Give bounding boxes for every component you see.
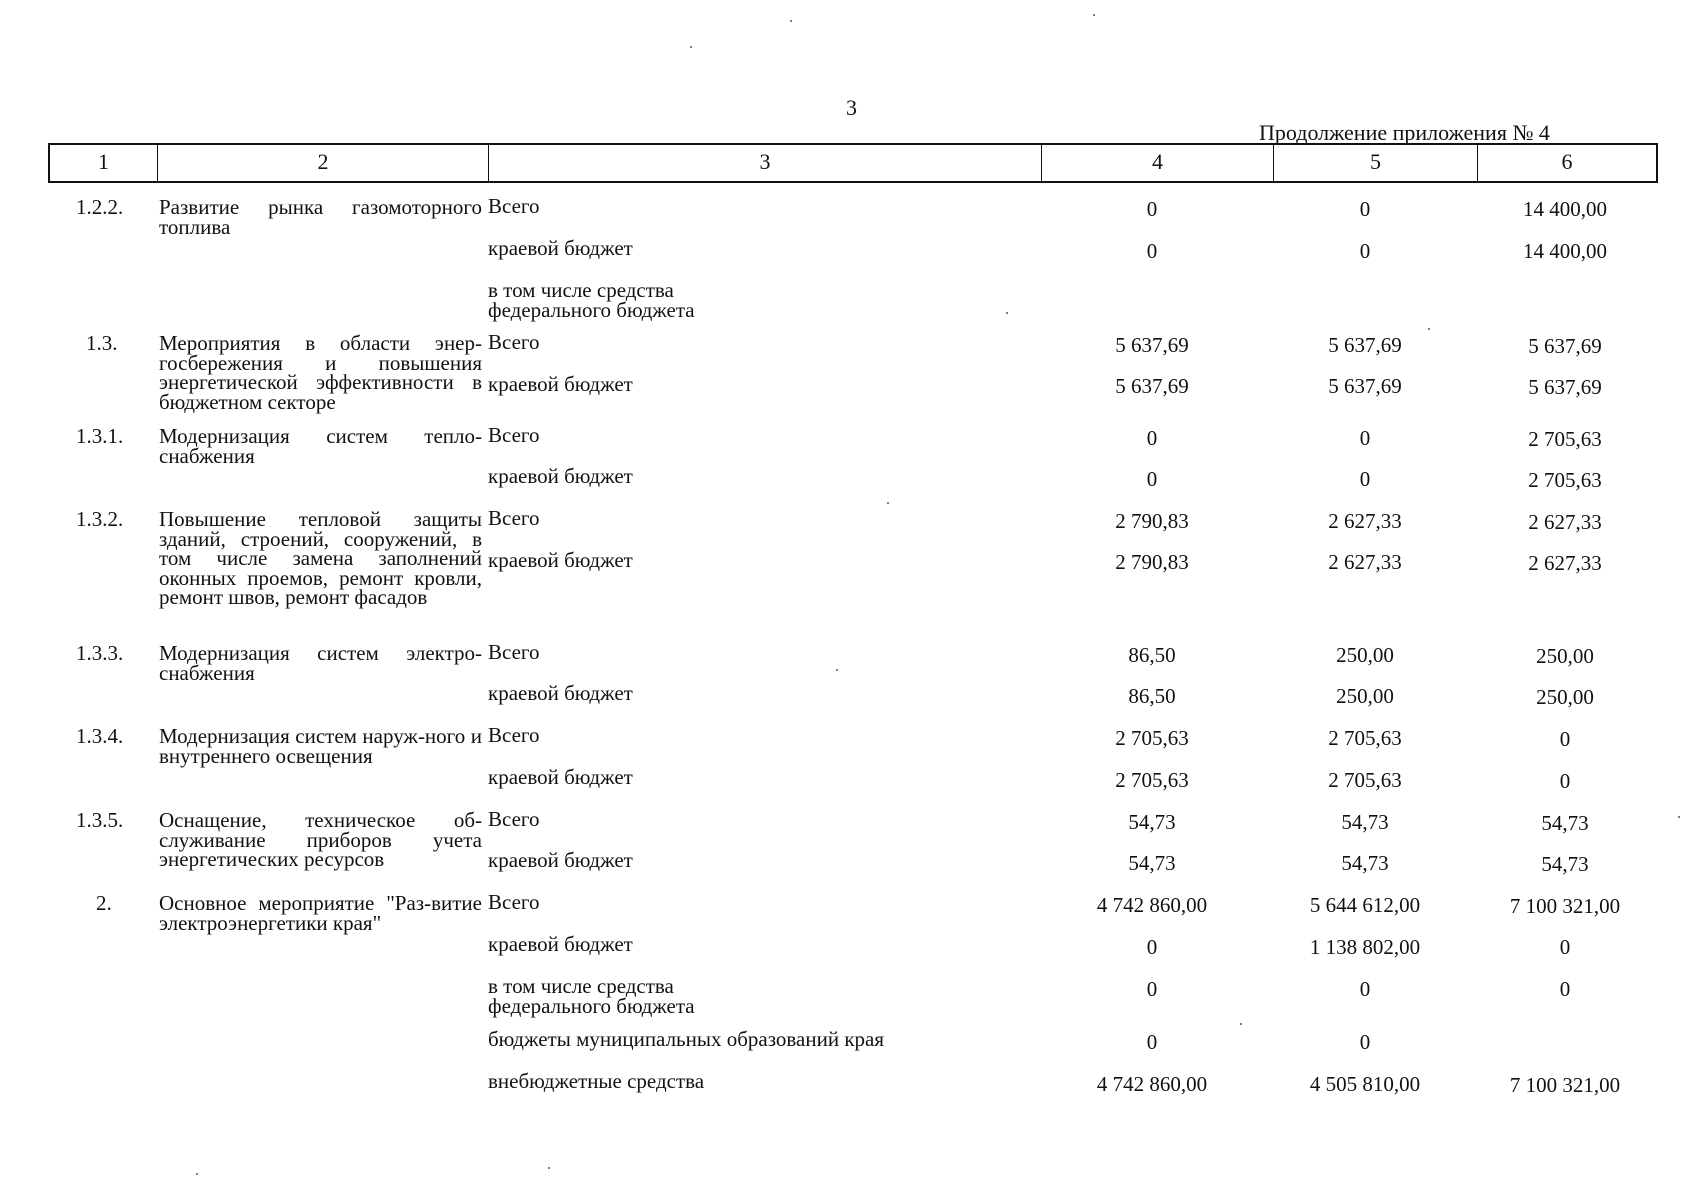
- value-col-5: 250,00: [1336, 684, 1394, 708]
- value-col-4: 2 790,83: [1115, 550, 1189, 574]
- value-col-5: 0: [1359, 426, 1371, 450]
- value-col-5: 2 627,33: [1328, 550, 1402, 574]
- scan-speck: [887, 502, 889, 504]
- source-label: краевой бюджет: [488, 548, 633, 572]
- row-number: 1.3.2.: [76, 507, 124, 531]
- header-col-5: 5: [1274, 145, 1478, 181]
- value-col-5: 1 138 802,00: [1309, 935, 1421, 959]
- row-number: 1.3.3.: [76, 641, 124, 665]
- value-col-5: 5 637,69: [1328, 374, 1402, 398]
- value-col-6: 54,73: [1541, 811, 1589, 835]
- value-col-5: 5 644 612,00: [1309, 893, 1421, 917]
- value-col-6: 0: [1559, 935, 1571, 959]
- source-label: Всего: [488, 194, 540, 218]
- value-col-6: 7 100 321,00: [1509, 1073, 1621, 1097]
- source-label: внебюджетные средства: [488, 1069, 705, 1093]
- value-col-5: 2 627,33: [1328, 509, 1402, 533]
- source-label: бюджеты муниципальных образований края: [488, 1027, 885, 1051]
- scan-speck: [1428, 328, 1430, 330]
- value-col-6: 0: [1559, 769, 1571, 793]
- scan-speck: [836, 669, 838, 671]
- source-label: краевой бюджет: [488, 765, 633, 789]
- header-col-6: 6: [1561, 149, 1573, 174]
- source-label: Всего: [488, 723, 540, 747]
- value-col-5: 250,00: [1336, 643, 1394, 667]
- scan-speck: [1093, 14, 1095, 16]
- value-col-5: 5 637,69: [1328, 333, 1402, 357]
- value-col-5: 0: [1359, 197, 1371, 221]
- scan-speck: [1006, 312, 1008, 314]
- source-label: Всего: [488, 890, 540, 914]
- source-label: Всего: [488, 330, 540, 354]
- scan-speck: [790, 20, 792, 22]
- source-label: Всего: [488, 640, 540, 664]
- value-col-6: 7 100 321,00: [1509, 894, 1621, 918]
- row-description: Модернизация систем тепло-снабжения: [159, 424, 482, 468]
- value-col-6: 2 627,33: [1528, 510, 1602, 534]
- source-label: краевой бюджет: [488, 848, 633, 872]
- row-number: 1.2.2.: [76, 195, 124, 219]
- value-col-5: 0: [1359, 239, 1371, 263]
- value-col-6: 0: [1559, 727, 1571, 751]
- value-col-4: 0: [1146, 1030, 1158, 1054]
- scan-speck: [196, 1173, 198, 1175]
- value-col-4: 0: [1146, 977, 1158, 1001]
- value-col-4: 4 742 860,00: [1096, 893, 1208, 917]
- value-col-4: 0: [1146, 426, 1158, 450]
- value-col-4: 5 637,69: [1115, 374, 1189, 398]
- value-col-6: 54,73: [1541, 852, 1589, 876]
- source-label: Всего: [488, 423, 540, 447]
- value-col-6: 2 705,63: [1528, 468, 1602, 492]
- value-col-4: 54,73: [1128, 810, 1176, 834]
- header-col-4: 4: [1042, 145, 1274, 181]
- value-col-4: 2 790,83: [1115, 509, 1189, 533]
- value-col-5: 4 505 810,00: [1309, 1072, 1421, 1096]
- row-number: 1.3.: [86, 331, 118, 355]
- source-label: краевой бюджет: [488, 236, 633, 260]
- scan-speck: [1678, 816, 1680, 818]
- row-description: Мероприятия в области энер-госбережения и повышения энергетической эффективности в бюджетном секторе: [159, 331, 482, 414]
- source-label: в том числе средства федерального бюджета: [488, 278, 695, 322]
- source-label: краевой бюджет: [488, 681, 633, 705]
- row-description: Модернизация систем наруж-ного и внутреннего освещения: [159, 724, 482, 768]
- value-col-6: 5 637,69: [1528, 334, 1602, 358]
- value-col-5: 0: [1359, 1030, 1371, 1054]
- value-col-4: 86,50: [1128, 643, 1176, 667]
- row-number: 1.3.1.: [76, 424, 124, 448]
- value-col-5: 0: [1359, 977, 1371, 1001]
- table-header: [48, 143, 1658, 183]
- scan-speck: [1240, 1023, 1242, 1025]
- source-label: краевой бюджет: [488, 464, 633, 488]
- source-label: Всего: [488, 807, 540, 831]
- value-col-4: 2 705,63: [1115, 768, 1189, 792]
- value-col-4: 5 637,69: [1115, 333, 1189, 357]
- row-description: Повышение тепловой защиты зданий, строений, сооружений, в том числе замена заполнений оконных проемов, ремонт кровли, ремонт швов, ремонт фасадов: [159, 507, 482, 609]
- value-col-6: 250,00: [1536, 644, 1594, 668]
- value-col-6: 5 637,69: [1528, 375, 1602, 399]
- value-col-4: 0: [1146, 239, 1158, 263]
- value-col-6: 14 400,00: [1523, 239, 1607, 263]
- value-col-4: 0: [1146, 935, 1158, 959]
- scan-speck: [548, 1167, 550, 1169]
- row-number: 1.3.5.: [76, 808, 124, 832]
- value-col-4: 86,50: [1128, 684, 1176, 708]
- value-col-4: 4 742 860,00: [1096, 1072, 1208, 1096]
- value-col-6: 0: [1559, 977, 1571, 1001]
- row-description: Развитие рынка газомоторного топлива: [159, 195, 482, 239]
- continuation-note: Продолжение приложения № 4: [1259, 120, 1550, 145]
- value-col-4: 0: [1146, 197, 1158, 221]
- header-col-3: 3: [489, 145, 1042, 181]
- header-col-2: 2: [158, 145, 489, 181]
- value-col-4: 0: [1146, 467, 1158, 491]
- value-col-5: 54,73: [1341, 851, 1389, 875]
- value-col-5: 2 705,63: [1328, 726, 1402, 750]
- row-description: Модернизация систем электро-снабжения: [159, 641, 482, 685]
- row-number: 2.: [96, 891, 112, 915]
- value-col-5: 2 705,63: [1328, 768, 1402, 792]
- row-description: Оснащение, техническое об-служивание приборов учета энергетических ресурсов: [159, 808, 482, 871]
- value-col-6: 2 627,33: [1528, 551, 1602, 575]
- value-col-5: 54,73: [1341, 810, 1389, 834]
- page-number: 3: [846, 95, 857, 120]
- header-col-1: 1: [50, 145, 158, 181]
- source-label: краевой бюджет: [488, 932, 633, 956]
- source-label: Всего: [488, 506, 540, 530]
- value-col-4: 54,73: [1128, 851, 1176, 875]
- source-label: краевой бюджет: [488, 372, 633, 396]
- value-col-4: 2 705,63: [1115, 726, 1189, 750]
- value-col-6: 250,00: [1536, 685, 1594, 709]
- row-number: 1.3.4.: [76, 724, 124, 748]
- value-col-6: 14 400,00: [1523, 197, 1607, 221]
- value-col-6: 2 705,63: [1528, 427, 1602, 451]
- row-description: Основное мероприятие "Раз-витие электроэнергетики края": [159, 891, 482, 935]
- scan-speck: [690, 46, 692, 48]
- source-label: в том числе средства федерального бюджета: [488, 974, 695, 1018]
- value-col-5: 0: [1359, 467, 1371, 491]
